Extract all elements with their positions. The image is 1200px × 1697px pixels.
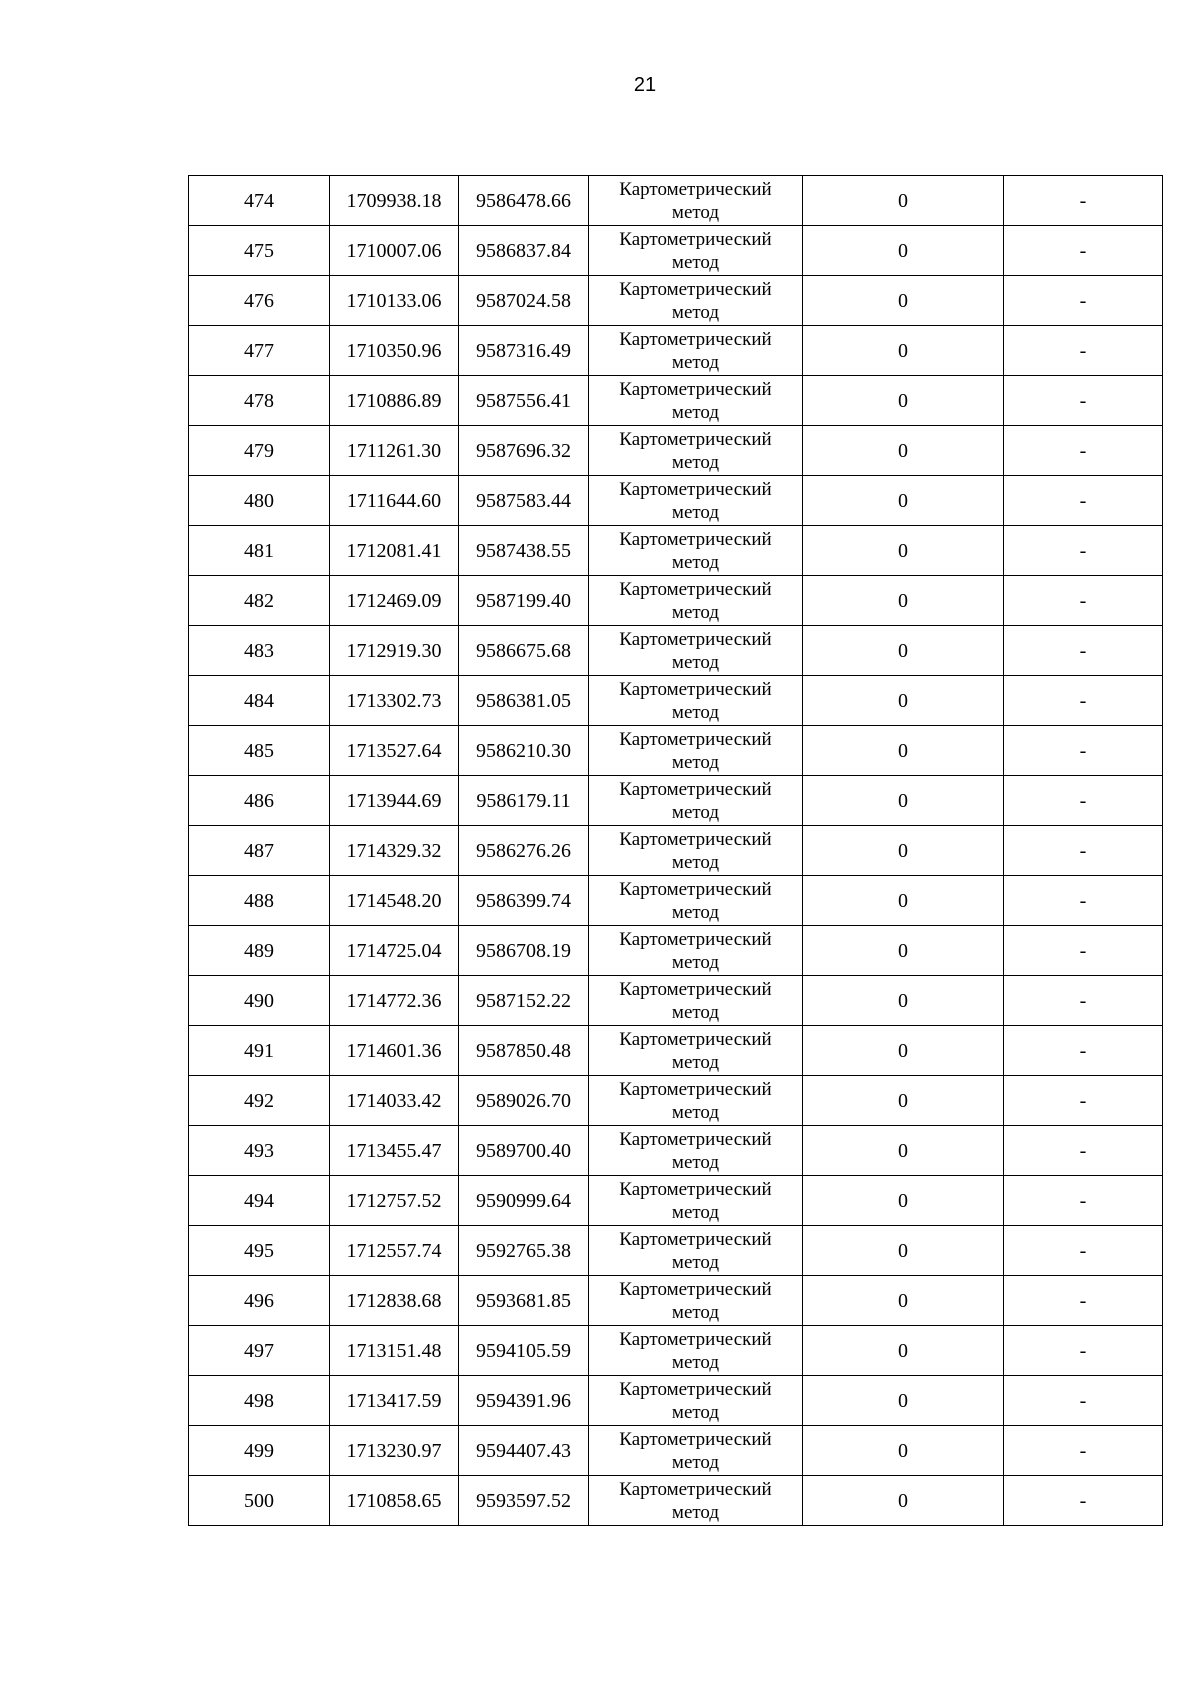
method-cell xyxy=(589,526,803,576)
coordinate-x-cell: 1710350.96 xyxy=(330,326,459,376)
method-cell xyxy=(589,276,803,326)
error-value-cell: 0 xyxy=(803,1376,1004,1426)
table-row xyxy=(189,326,1163,376)
table-row xyxy=(189,1376,1163,1426)
method-cell xyxy=(589,726,803,776)
method-line-2: метод xyxy=(671,1501,720,1523)
coordinate-y-cell: 9587696.32 xyxy=(459,426,589,476)
error-value-cell: 0 xyxy=(803,1426,1004,1476)
table-row xyxy=(189,726,1163,776)
table-row xyxy=(189,676,1163,726)
method-line-1: Картометрический xyxy=(619,328,772,350)
coordinate-x-cell: 1710886.89 xyxy=(330,376,459,426)
coordinate-x-cell: 1712838.68 xyxy=(330,1276,459,1326)
method-line-2: метод xyxy=(671,1201,720,1223)
coordinate-x-cell: 1714548.20 xyxy=(330,876,459,926)
coordinate-y-cell: 9586478.66 xyxy=(459,176,589,226)
coordinate-x-cell: 1712469.09 xyxy=(330,576,459,626)
table-row xyxy=(189,376,1163,426)
table-row xyxy=(189,226,1163,276)
error-value-cell: 0 xyxy=(803,1026,1004,1076)
point-number-cell: 493 xyxy=(189,1126,330,1176)
description-cell: - xyxy=(1004,276,1163,326)
method-line-2: метод xyxy=(671,1401,720,1423)
table-row xyxy=(189,1026,1163,1076)
point-number-cell: 486 xyxy=(189,776,330,826)
coordinate-x-cell: 1710133.06 xyxy=(330,276,459,326)
method-line-1: Картометрический xyxy=(619,878,772,900)
coordinate-y-cell: 9593681.85 xyxy=(459,1276,589,1326)
coordinate-y-cell: 9587316.49 xyxy=(459,326,589,376)
method-cell xyxy=(589,326,803,376)
coordinate-x-cell: 1713527.64 xyxy=(330,726,459,776)
description-cell: - xyxy=(1004,926,1163,976)
description-cell: - xyxy=(1004,1026,1163,1076)
point-number-cell: 484 xyxy=(189,676,330,726)
coordinate-y-cell: 9586399.74 xyxy=(459,876,589,926)
method-line-1: Картометрический xyxy=(619,728,772,750)
table-row xyxy=(189,1326,1163,1376)
point-number-cell: 481 xyxy=(189,526,330,576)
method-line-1: Картометрический xyxy=(619,178,772,200)
method-line-2: метод xyxy=(671,251,720,273)
page-number: 21 xyxy=(633,74,657,96)
coordinate-x-cell: 1712757.52 xyxy=(330,1176,459,1226)
error-value-cell: 0 xyxy=(803,176,1004,226)
error-value-cell: 0 xyxy=(803,626,1004,676)
error-value-cell: 0 xyxy=(803,526,1004,576)
method-cell xyxy=(589,1326,803,1376)
method-line-2: метод xyxy=(671,301,720,323)
description-cell: - xyxy=(1004,976,1163,1026)
coordinate-y-cell: 9587583.44 xyxy=(459,476,589,526)
description-cell: - xyxy=(1004,1226,1163,1276)
method-line-1: Картометрический xyxy=(619,1378,772,1400)
error-value-cell: 0 xyxy=(803,426,1004,476)
coordinate-y-cell: 9587556.41 xyxy=(459,376,589,426)
coordinate-x-cell: 1712081.41 xyxy=(330,526,459,576)
coordinate-x-cell: 1713302.73 xyxy=(330,676,459,726)
method-cell xyxy=(589,1176,803,1226)
method-line-1: Картометрический xyxy=(619,228,772,250)
error-value-cell: 0 xyxy=(803,326,1004,376)
point-number-cell: 476 xyxy=(189,276,330,326)
method-line-1: Картометрический xyxy=(619,828,772,850)
coordinate-y-cell: 9589700.40 xyxy=(459,1126,589,1176)
coordinate-y-cell: 9587199.40 xyxy=(459,576,589,626)
table-row xyxy=(189,176,1163,226)
coordinate-y-cell: 9594391.96 xyxy=(459,1376,589,1426)
coordinate-y-cell: 9589026.70 xyxy=(459,1076,589,1126)
description-cell: - xyxy=(1004,1326,1163,1376)
point-number-cell: 500 xyxy=(189,1476,330,1526)
coordinate-x-cell: 1710007.06 xyxy=(330,226,459,276)
description-cell: - xyxy=(1004,526,1163,576)
method-cell xyxy=(589,1476,803,1526)
error-value-cell: 0 xyxy=(803,1126,1004,1176)
method-cell xyxy=(589,826,803,876)
method-line-2: метод xyxy=(671,1101,720,1123)
coordinate-x-cell: 1709938.18 xyxy=(330,176,459,226)
coordinate-x-cell: 1713944.69 xyxy=(330,776,459,826)
coordinate-y-cell: 9587850.48 xyxy=(459,1026,589,1076)
description-cell: - xyxy=(1004,876,1163,926)
table-body xyxy=(189,176,1163,1526)
coordinate-x-cell: 1713230.97 xyxy=(330,1426,459,1476)
method-line-1: Картометрический xyxy=(619,928,772,950)
description-cell: - xyxy=(1004,726,1163,776)
description-cell: - xyxy=(1004,226,1163,276)
method-cell xyxy=(589,926,803,976)
coordinate-y-cell: 9586708.19 xyxy=(459,926,589,976)
description-cell: - xyxy=(1004,1426,1163,1476)
table-row xyxy=(189,1226,1163,1276)
method-line-2: метод xyxy=(671,1351,720,1373)
method-cell xyxy=(589,576,803,626)
coordinate-y-cell: 9594407.43 xyxy=(459,1426,589,1476)
method-line-2: метод xyxy=(671,451,720,473)
table-row xyxy=(189,926,1163,976)
coordinate-x-cell: 1711261.30 xyxy=(330,426,459,476)
error-value-cell: 0 xyxy=(803,1476,1004,1526)
point-number-cell: 474 xyxy=(189,176,330,226)
method-cell xyxy=(589,226,803,276)
method-line-1: Картометрический xyxy=(619,378,772,400)
method-cell xyxy=(589,1376,803,1426)
coordinate-x-cell: 1712557.74 xyxy=(330,1226,459,1276)
point-number-cell: 488 xyxy=(189,876,330,926)
method-line-2: метод xyxy=(671,401,720,423)
method-line-2: метод xyxy=(671,951,720,973)
method-cell xyxy=(589,476,803,526)
error-value-cell: 0 xyxy=(803,476,1004,526)
method-cell xyxy=(589,1226,803,1276)
table-row xyxy=(189,576,1163,626)
description-cell: - xyxy=(1004,626,1163,676)
point-number-cell: 485 xyxy=(189,726,330,776)
description-cell: - xyxy=(1004,826,1163,876)
table-row xyxy=(189,876,1163,926)
error-value-cell: 0 xyxy=(803,376,1004,426)
error-value-cell: 0 xyxy=(803,1176,1004,1226)
description-cell: - xyxy=(1004,1376,1163,1426)
method-line-2: метод xyxy=(671,1301,720,1323)
table-row xyxy=(189,976,1163,1026)
method-line-2: метод xyxy=(671,651,720,673)
coordinate-y-cell: 9586210.30 xyxy=(459,726,589,776)
coordinate-x-cell: 1714329.32 xyxy=(330,826,459,876)
method-line-2: метод xyxy=(671,201,720,223)
coordinate-x-cell: 1710858.65 xyxy=(330,1476,459,1526)
error-value-cell: 0 xyxy=(803,676,1004,726)
point-number-cell: 489 xyxy=(189,926,330,976)
error-value-cell: 0 xyxy=(803,876,1004,926)
table-row xyxy=(189,1076,1163,1126)
method-line-1: Картометрический xyxy=(619,678,772,700)
coordinate-y-cell: 9587438.55 xyxy=(459,526,589,576)
method-cell xyxy=(589,1276,803,1326)
method-cell xyxy=(589,976,803,1026)
method-line-2: метод xyxy=(671,1251,720,1273)
coordinate-y-cell: 9586276.26 xyxy=(459,826,589,876)
method-line-1: Картометрический xyxy=(619,578,772,600)
point-number-cell: 498 xyxy=(189,1376,330,1426)
method-line-2: метод xyxy=(671,751,720,773)
coordinate-y-cell: 9587152.22 xyxy=(459,976,589,1026)
error-value-cell: 0 xyxy=(803,226,1004,276)
coordinate-x-cell: 1713455.47 xyxy=(330,1126,459,1176)
method-line-1: Картометрический xyxy=(619,1228,772,1250)
method-line-1: Картометрический xyxy=(619,1028,772,1050)
error-value-cell: 0 xyxy=(803,1326,1004,1376)
error-value-cell: 0 xyxy=(803,276,1004,326)
table-row xyxy=(189,276,1163,326)
method-line-1: Картометрический xyxy=(619,428,772,450)
method-line-2: метод xyxy=(671,1051,720,1073)
method-line-1: Картометрический xyxy=(619,1478,772,1500)
method-line-1: Картометрический xyxy=(619,278,772,300)
point-number-cell: 478 xyxy=(189,376,330,426)
error-value-cell: 0 xyxy=(803,776,1004,826)
error-value-cell: 0 xyxy=(803,1276,1004,1326)
method-cell xyxy=(589,376,803,426)
method-line-2: метод xyxy=(671,701,720,723)
coordinate-y-cell: 9586837.84 xyxy=(459,226,589,276)
description-cell: - xyxy=(1004,676,1163,726)
coordinate-x-cell: 1714772.36 xyxy=(330,976,459,1026)
description-cell: - xyxy=(1004,1176,1163,1226)
table-row xyxy=(189,1126,1163,1176)
method-line-2: метод xyxy=(671,901,720,923)
method-line-2: метод xyxy=(671,601,720,623)
method-line-2: метод xyxy=(671,351,720,373)
description-cell: - xyxy=(1004,1476,1163,1526)
method-line-1: Картометрический xyxy=(619,1178,772,1200)
point-number-cell: 475 xyxy=(189,226,330,276)
table-row xyxy=(189,1276,1163,1326)
method-line-1: Картометрический xyxy=(619,528,772,550)
method-line-1: Картометрический xyxy=(619,1278,772,1300)
method-cell xyxy=(589,676,803,726)
error-value-cell: 0 xyxy=(803,726,1004,776)
coordinate-y-cell: 9592765.38 xyxy=(459,1226,589,1276)
table-row xyxy=(189,626,1163,676)
method-line-1: Картометрический xyxy=(619,1328,772,1350)
method-cell xyxy=(589,876,803,926)
method-cell xyxy=(589,626,803,676)
coordinate-x-cell: 1713417.59 xyxy=(330,1376,459,1426)
point-number-cell: 494 xyxy=(189,1176,330,1226)
method-cell xyxy=(589,1076,803,1126)
coordinate-x-cell: 1713151.48 xyxy=(330,1326,459,1376)
point-number-cell: 495 xyxy=(189,1226,330,1276)
point-number-cell: 483 xyxy=(189,626,330,676)
description-cell: - xyxy=(1004,326,1163,376)
method-line-1: Картометрический xyxy=(619,978,772,1000)
method-line-1: Картометрический xyxy=(619,628,772,650)
coordinate-y-cell: 9586179.11 xyxy=(459,776,589,826)
method-line-2: метод xyxy=(671,501,720,523)
coordinates-table xyxy=(188,175,1163,1526)
method-line-2: метод xyxy=(671,1451,720,1473)
coordinate-y-cell: 9587024.58 xyxy=(459,276,589,326)
description-cell: - xyxy=(1004,1276,1163,1326)
method-cell xyxy=(589,176,803,226)
point-number-cell: 497 xyxy=(189,1326,330,1376)
coordinate-x-cell: 1714725.04 xyxy=(330,926,459,976)
method-cell xyxy=(589,1026,803,1076)
error-value-cell: 0 xyxy=(803,1226,1004,1276)
coordinate-x-cell: 1714033.42 xyxy=(330,1076,459,1126)
description-cell: - xyxy=(1004,576,1163,626)
point-number-cell: 477 xyxy=(189,326,330,376)
table-row xyxy=(189,1476,1163,1526)
method-line-1: Картометрический xyxy=(619,1078,772,1100)
point-number-cell: 480 xyxy=(189,476,330,526)
description-cell: - xyxy=(1004,1126,1163,1176)
point-number-cell: 492 xyxy=(189,1076,330,1126)
method-line-1: Картометрический xyxy=(619,478,772,500)
coordinate-y-cell: 9594105.59 xyxy=(459,1326,589,1376)
coordinate-x-cell: 1714601.36 xyxy=(330,1026,459,1076)
point-number-cell: 487 xyxy=(189,826,330,876)
table-row xyxy=(189,776,1163,826)
description-cell: - xyxy=(1004,376,1163,426)
description-cell: - xyxy=(1004,476,1163,526)
error-value-cell: 0 xyxy=(803,826,1004,876)
description-cell: - xyxy=(1004,776,1163,826)
table-row xyxy=(189,826,1163,876)
table-row xyxy=(189,1426,1163,1476)
table-row xyxy=(189,476,1163,526)
description-cell: - xyxy=(1004,1076,1163,1126)
description-cell: - xyxy=(1004,426,1163,476)
error-value-cell: 0 xyxy=(803,976,1004,1026)
method-line-2: метод xyxy=(671,851,720,873)
point-number-cell: 490 xyxy=(189,976,330,1026)
table-row xyxy=(189,1176,1163,1226)
coordinate-x-cell: 1711644.60 xyxy=(330,476,459,526)
coordinate-y-cell: 9586675.68 xyxy=(459,626,589,676)
point-number-cell: 496 xyxy=(189,1276,330,1326)
method-line-2: метод xyxy=(671,1001,720,1023)
point-number-cell: 491 xyxy=(189,1026,330,1076)
coordinate-y-cell: 9590999.64 xyxy=(459,1176,589,1226)
method-line-1: Картометрический xyxy=(619,778,772,800)
coordinate-y-cell: 9586381.05 xyxy=(459,676,589,726)
point-number-cell: 499 xyxy=(189,1426,330,1476)
method-cell xyxy=(589,1426,803,1476)
point-number-cell: 479 xyxy=(189,426,330,476)
method-line-1: Картометрический xyxy=(619,1428,772,1450)
method-cell xyxy=(589,776,803,826)
method-line-2: метод xyxy=(671,801,720,823)
error-value-cell: 0 xyxy=(803,576,1004,626)
description-cell: - xyxy=(1004,176,1163,226)
error-value-cell: 0 xyxy=(803,926,1004,976)
table-row xyxy=(189,426,1163,476)
point-number-cell: 482 xyxy=(189,576,330,626)
table-row xyxy=(189,526,1163,576)
coordinate-y-cell: 9593597.52 xyxy=(459,1476,589,1526)
error-value-cell: 0 xyxy=(803,1076,1004,1126)
method-line-1: Картометрический xyxy=(619,1128,772,1150)
method-cell xyxy=(589,1126,803,1176)
method-line-2: метод xyxy=(671,551,720,573)
method-cell xyxy=(589,426,803,476)
method-line-2: метод xyxy=(671,1151,720,1173)
coordinate-x-cell: 1712919.30 xyxy=(330,626,459,676)
